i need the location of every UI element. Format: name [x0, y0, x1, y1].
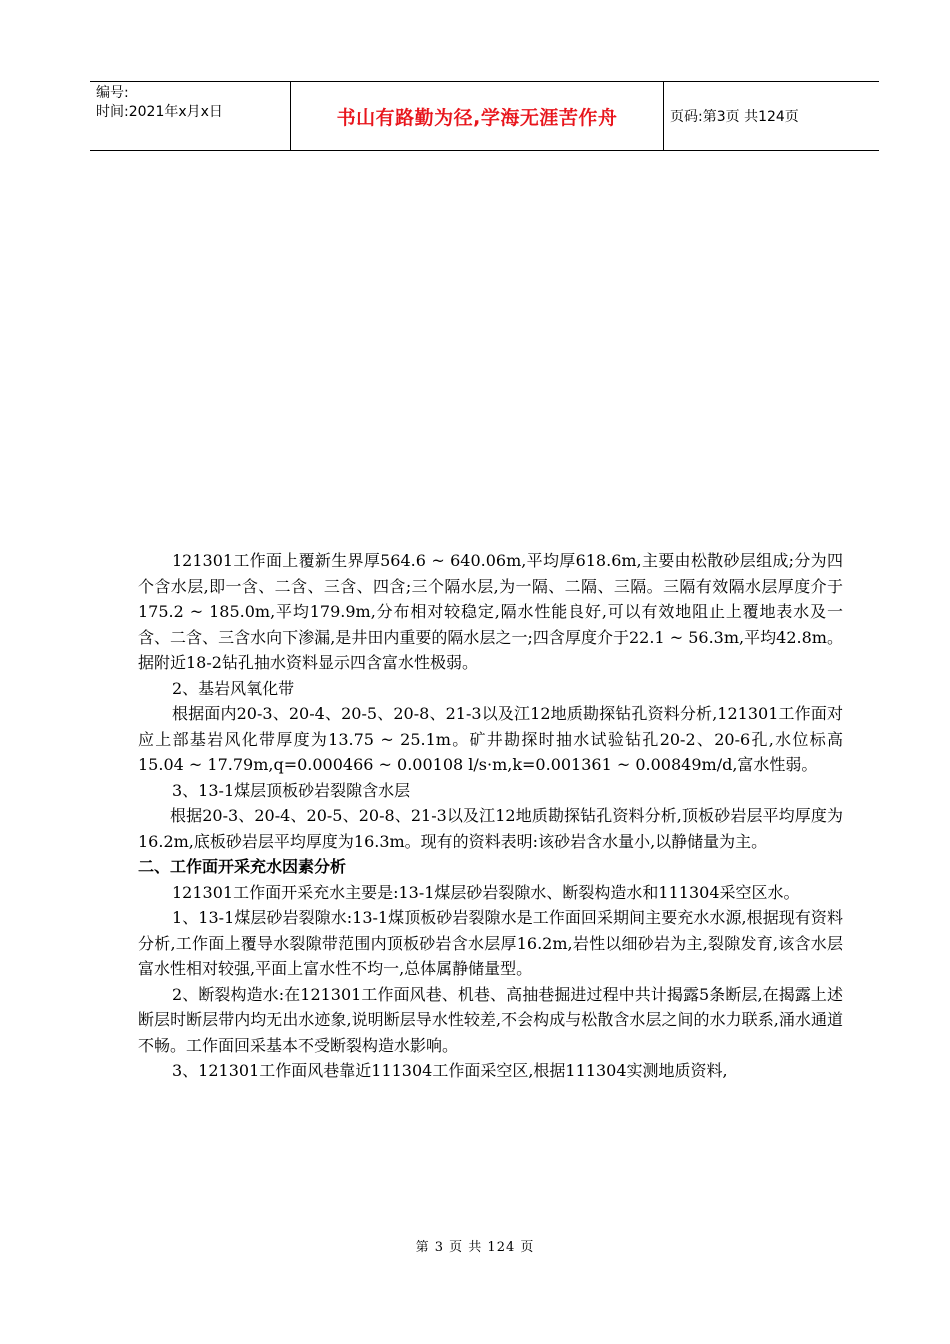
paragraph-water-sources: 121301工作面开采充水主要是:13-1煤层砂岩裂隙水、断裂构造水和111304采空区水。	[172, 882, 800, 902]
paragraph-goaf-water: 3、121301工作面风巷靠近111304工作面采空区,根据111304实测地质资料,	[172, 1061, 728, 1080]
chapter-heading-water-factors: 二、工作面开采充水因素分析	[138, 857, 347, 876]
header-meta	[90, 82, 291, 150]
paragraph-fissure-water: 1、13-1煤层砂岩裂隙水:13-1煤顶板砂岩裂隙水是工作面回采期间主要充水水源,根据现有资料分析,工作面上覆导水裂隙带范围内顶板砂岩含水层厚16.2m,岩性以细砂岩为主,裂隙发育,该含水层富水性相对较强,平面上富水性不均一,总体属静储量型。	[138, 908, 843, 978]
header-motto: 书山有路勤为径,学海无涯苦作舟	[291, 82, 664, 150]
paragraph-bedrock: 根据面内20-3、20-4、20-5、20-8、21-3以及江12地质勘探钻孔资料分析,121301工作面对应上部基岩风化带厚度为13.75 ~ 25.1m。矿井勘探时抽水试验钻孔20-2、20-6孔,水位标高15.04 ~ 17.79m,q=0.000466 ~ 0.00108 l/s·m,k=0.001361 ~ 0.00849m/d,富水性弱。	[138, 704, 843, 774]
header-page-label: 页码:第3页 共124页	[670, 109, 799, 125]
page-footer: 第 3 页 共 124 页	[415, 1240, 535, 1255]
time-label: 时间:2021年x月x日	[96, 104, 223, 120]
paragraph-fault-water: 2、断裂构造水:在121301工作面风巷、机巷、高抽巷掘进过程中共计揭露5条断层,在揭露上述断层时断层带内均无出水迹象,说明断层导水性较差,不会构成与松散含水层之间的水力联系,涌水通道不畅。工作面回采基本不受断裂构造水影响。	[138, 984, 843, 1055]
document-body	[138, 548, 843, 1084]
number-label: 编号:	[96, 85, 129, 101]
paragraph-overburden: 121301工作面上覆新生界厚564.6 ~ 640.06m,平均厚618.6m,主要由松散砂层组成;分为四个含水层,即一含、二含、三含、四含;三个隔水层,为一隔、二隔、三隔。三隔有效隔水层厚度介于175.2 ~ 185.0m,平均179.9m,分布相对较稳定,隔水性能良好,可以有效地阻止上覆地表水及一含、二含、三含水向下渗漏,是井田内重要的隔水层之一;四含厚度介于22.1 ~ 56.3m,平均42.8m。据附近18-2钻孔抽水资料显示四含富水性极弱。	[138, 551, 843, 672]
section-heading-bedrock: 2、基岩风氧化带	[172, 678, 295, 698]
section-heading-sandstone: 3、13-1煤层顶板砂岩裂隙含水层	[172, 780, 411, 800]
page-header	[90, 81, 879, 151]
paragraph-sandstone: 根据20-3、20-4、20-5、20-8、21-3以及江12地质勘探钻孔资料分析,顶板砂岩层平均厚度为16.2m,底板砂岩层平均厚度为16.3m。现有的资料表明:该砂岩含水量小,以静储量为主。	[138, 806, 843, 851]
